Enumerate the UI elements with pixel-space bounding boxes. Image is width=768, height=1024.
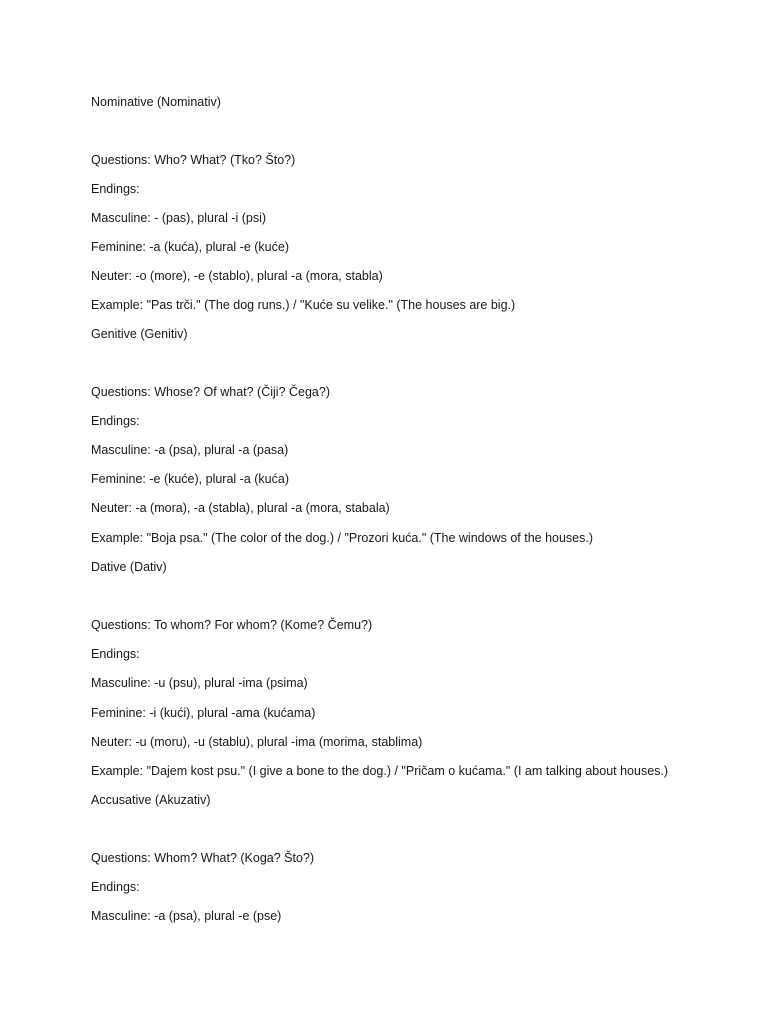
dative-example: Example: "Dajem kost psu." (I give a bone to the dog.) / "Pričam o kućama." (I am talking about houses.): [91, 764, 669, 778]
dative-questions: Questions: To whom? For whom? (Kome? Čemu?): [91, 618, 373, 632]
nominative-masculine: Masculine: - (pas), plural -i (psi): [91, 211, 267, 225]
dative-endings-label: Endings:: [91, 647, 140, 661]
section-heading-genitive: Genitive (Genitiv): [91, 327, 188, 341]
dative-feminine: Feminine: -i (kući), plural -ama (kućama): [91, 706, 316, 720]
accusative-masculine: Masculine: -a (psa), plural -e (pse): [91, 909, 282, 923]
nominative-example: Example: "Pas trči." (The dog runs.) / "Kuće su velike." (The houses are big.): [91, 298, 516, 312]
genitive-example: Example: "Boja psa." (The color of the dog.) / "Prozori kuća." (The windows of the houses.): [91, 531, 594, 545]
nominative-neuter: Neuter: -o (more), -e (stablo), plural -a (mora, stabla): [91, 269, 383, 283]
section-heading-accusative: Accusative (Akuzativ): [91, 793, 211, 807]
dative-masculine: Masculine: -u (psu), plural -ima (psima): [91, 676, 308, 690]
nominative-feminine: Feminine: -a (kuća), plural -e (kuće): [91, 240, 289, 254]
nominative-questions: Questions: Who? What? (Tko? Što?): [91, 153, 296, 167]
accusative-questions: Questions: Whom? What? (Koga? Što?): [91, 851, 315, 865]
section-heading-nominative: Nominative (Nominativ): [91, 95, 221, 109]
dative-neuter: Neuter: -u (moru), -u (stablu), plural -ima (morima, stablima): [91, 735, 423, 749]
genitive-neuter: Neuter: -a (mora), -a (stabla), plural -a (mora, stabala): [91, 501, 390, 515]
genitive-endings-label: Endings:: [91, 414, 140, 428]
section-heading-dative: Dative (Dativ): [91, 560, 167, 574]
genitive-questions: Questions: Whose? Of what? (Čiji? Čega?): [91, 385, 330, 399]
genitive-feminine: Feminine: -e (kuće), plural -a (kuća): [91, 472, 289, 486]
accusative-endings-label: Endings:: [91, 880, 140, 894]
genitive-masculine: Masculine: -a (psa), plural -a (pasa): [91, 443, 289, 457]
nominative-endings-label: Endings:: [91, 182, 140, 196]
